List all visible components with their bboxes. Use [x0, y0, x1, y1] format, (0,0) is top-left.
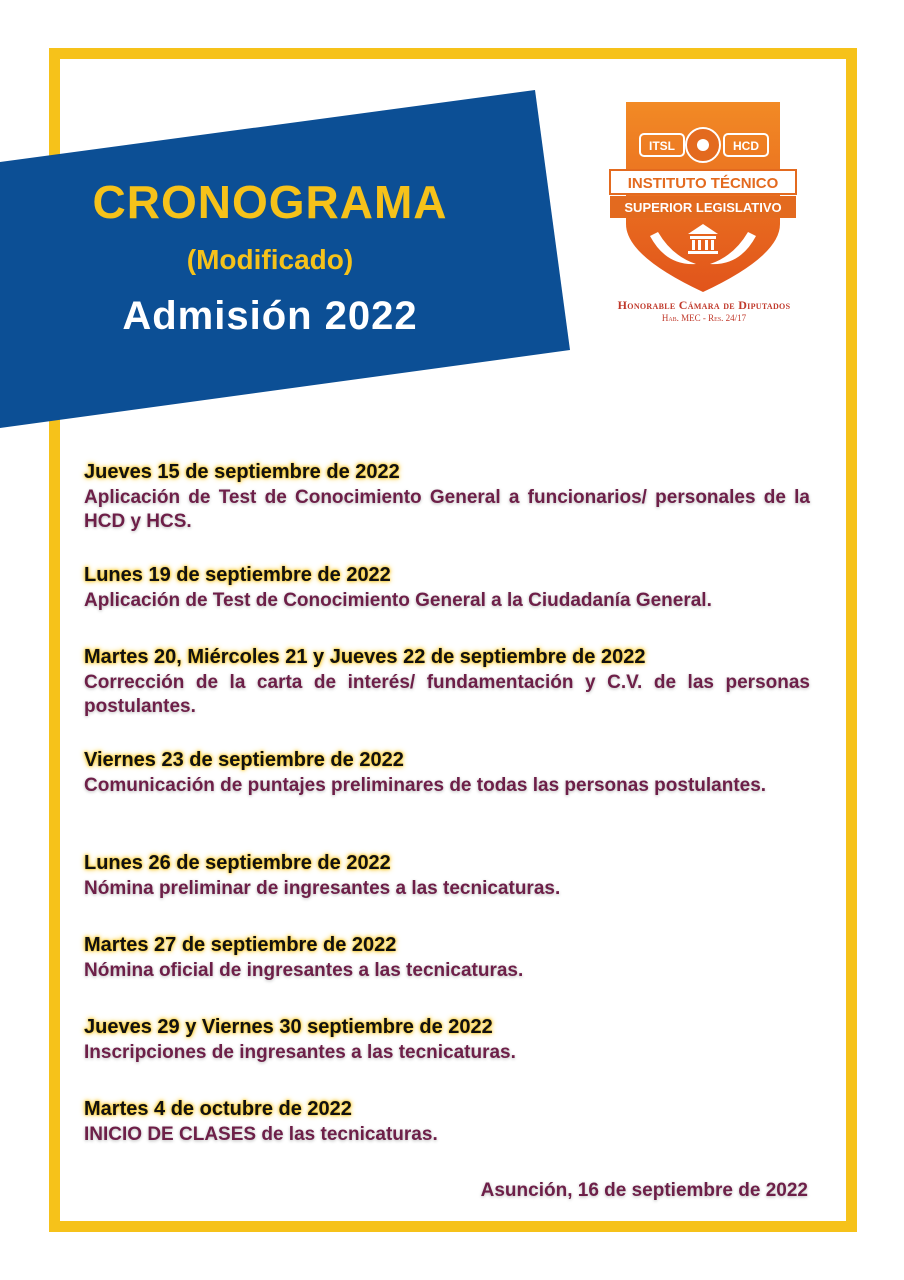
- logo-itsl-text: ITSL: [649, 139, 675, 153]
- logo-resolution: Hab. MEC - Res. 24/17: [661, 313, 747, 323]
- logo-caption: Honorable Cámara de Diputados: [617, 298, 791, 312]
- schedule-entry: [84, 561, 810, 643]
- entry-description: Comunicación de puntajes preliminares de todas las personas postulantes.: [84, 775, 767, 796]
- entry-date: Lunes 19 de septiembre de 2022: [84, 564, 391, 586]
- entry-description: Corrección de la carta de interés/ fundamentación y C.V. de las personas postulantes.: [84, 672, 810, 717]
- entry-date: Viernes 23 de septiembre de 2022: [84, 749, 404, 771]
- schedule-list: [84, 458, 810, 1155]
- page-title: CRONOGRAMA: [92, 176, 448, 228]
- schedule-entry: [84, 746, 810, 849]
- entry-description: Inscripciones de ingresantes a las tecnicaturas.: [84, 1042, 516, 1063]
- entry-date: Martes 4 de octubre de 2022: [84, 1098, 352, 1120]
- entry-date: Martes 27 de septiembre de 2022: [84, 934, 397, 956]
- entry-date: Jueves 15 de septiembre de 2022: [84, 461, 400, 483]
- page-subtitle: (Modificado): [186, 244, 354, 275]
- admission-year-label: Admisión 2022: [122, 294, 418, 338]
- entry-date: Lunes 26 de septiembre de 2022: [84, 852, 391, 874]
- entry-description: Nómina oficial de ingresantes a las tecnicaturas.: [84, 960, 524, 981]
- schedule-entry: [84, 1095, 810, 1155]
- schedule-entry: [84, 849, 810, 931]
- entry-description: Aplicación de Test de Conocimiento General a funcionarios/ personales de la HCD y HCS.: [84, 487, 810, 532]
- logo-hcd-text: HCD: [733, 139, 759, 153]
- institute-logo: [588, 96, 820, 326]
- entry-description: INICIO DE CLASES de las tecnicaturas.: [84, 1124, 438, 1145]
- schedule-entry: [84, 931, 810, 1013]
- schedule-entry: [84, 1013, 810, 1095]
- schedule-entry: [84, 643, 810, 746]
- logo-line1: INSTITUTO TÉCNICO: [627, 175, 779, 192]
- place-and-date: Asunción, 16 de septiembre de 2022: [480, 1180, 808, 1201]
- title-block: [0, 170, 540, 346]
- entry-date: Jueves 29 y Viernes 30 septiembre de 2022: [84, 1016, 493, 1038]
- schedule-entry: [84, 458, 810, 561]
- logo-line2: SUPERIOR LEGISLATIVO: [624, 200, 782, 215]
- entry-description: Nómina preliminar de ingresantes a las tecnicaturas.: [84, 878, 561, 899]
- entry-description: Aplicación de Test de Conocimiento General a la Ciudadanía General.: [84, 590, 712, 611]
- entry-date: Martes 20, Miércoles 21 y Jueves 22 de septiembre de 2022: [84, 646, 646, 668]
